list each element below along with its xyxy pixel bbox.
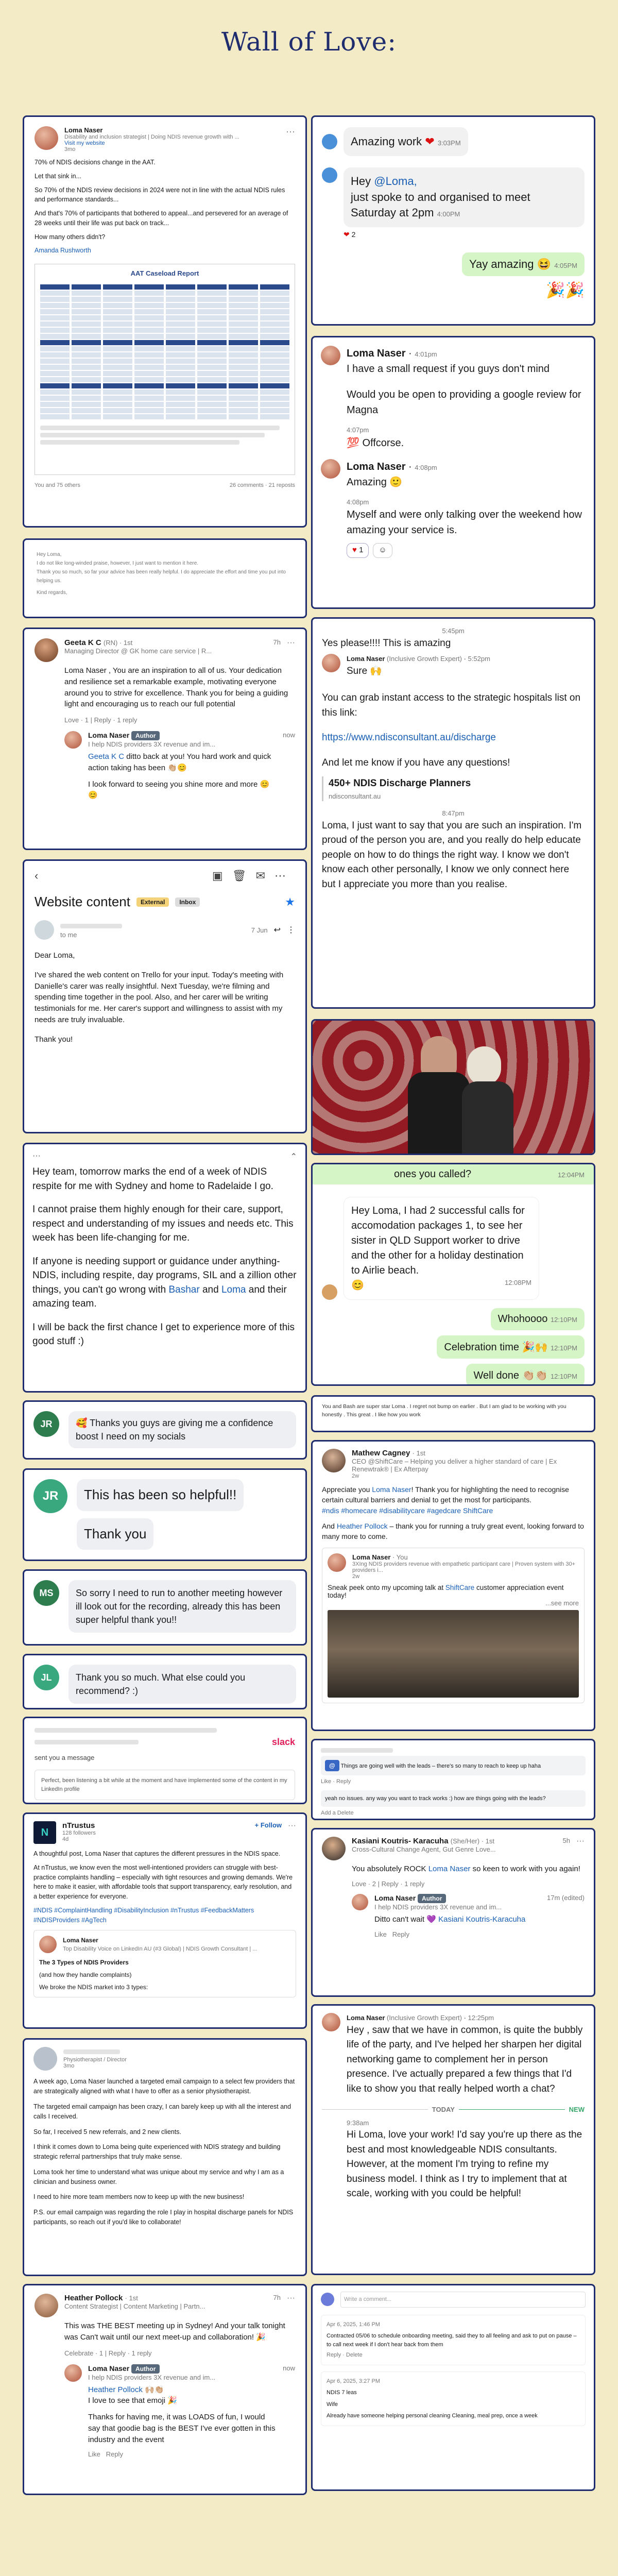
sender-name[interactable]: Loma Naser	[347, 461, 406, 472]
timestamp: 9:38am	[347, 2119, 369, 2127]
sender-name[interactable]: Loma Naser	[347, 2014, 385, 2022]
mention-link[interactable]: Kasiani Koutris-Karacuha	[438, 1914, 526, 1924]
post-age: 3mo	[63, 2063, 75, 2069]
avatar	[321, 346, 340, 365]
chat-message: Hey , saw that we have in common, is quite the bubbly life of the party, and I've helped her sharpen her digital networking game to complement her in person presence. I've actually prepared a few things that I'd like to show you that really helped worth a chat?	[347, 2024, 583, 2094]
comment-text: Loma Naser , You are an inspiration to all of us. Your dedication and resilience set a remarkable example, motivating everyone around you to strive for excellence. Thank you for being a guiding light and encouraging us to reach our full potential	[64, 666, 288, 709]
reply-button[interactable]: Reply	[336, 1778, 351, 1785]
avatar	[322, 1284, 337, 1300]
message-paragraph: If anyone is needing support or guidance under anything-NDIS, including respite, day programs, SIL and a zillion other things, you can't go wrong with Bashar and Loma and their amazing team.	[32, 1256, 297, 1310]
avatar[interactable]	[352, 1894, 368, 1910]
message-line: I do not like long-winded praise, however, I just want to mention it here.	[37, 561, 199, 566]
chat-message: Thank you	[77, 1518, 153, 1550]
sender-name[interactable]: Loma Naser	[347, 655, 385, 663]
party-emoji-icon: 🎉	[256, 2332, 266, 2342]
reply-age: now	[283, 731, 295, 739]
avatar[interactable]	[328, 1553, 346, 1572]
star-icon[interactable]: ★	[285, 895, 295, 908]
avatar[interactable]	[39, 1936, 57, 1953]
avatar[interactable]	[33, 2047, 57, 2071]
external-label: External	[136, 897, 169, 907]
comment-text: You absolutely ROCK Loma Naser so keen to work with you again!	[352, 1865, 580, 1873]
comment-text: This was THE BEST meeting up in Sydney! And your talk tonight was Can't wait until our next meet-up and collaboration! 🎉	[64, 2321, 285, 2342]
reply-text: Ditto can't wait 💜 Kasiani Koutris-Karacuha	[374, 1914, 526, 1924]
person-figure	[408, 1072, 470, 1155]
reply-button[interactable]: Reply	[392, 1930, 409, 1938]
post-paragraph: Appreciate you Loma Naser! Thank you for highlighting the need to recognise certain cultural barriers and denial to get the most for participants.	[322, 1485, 569, 1504]
initials-avatar: MS	[33, 1580, 59, 1606]
chat-successful-calls	[311, 1163, 595, 1386]
note-date: Apr 6, 2025, 1:46 PM	[327, 2321, 380, 2328]
praise-emoji-icon: 👏🏼😊	[167, 763, 187, 772]
message-super-star	[311, 1395, 595, 1432]
post-paragraph: The targeted email campaign has been crazy, I can barely keep up with all the interest and calls I received.	[33, 2103, 291, 2121]
chat-message: Amazing work ❤ 3:03PM	[344, 127, 468, 156]
new-marker: NEW	[569, 2106, 585, 2113]
author-role: Content Strategist | Content Marketing | Partn...	[64, 2302, 205, 2310]
reply-button[interactable]: Reply	[106, 2450, 123, 2459]
more-icon[interactable]: ···	[288, 1821, 296, 1830]
comment-author[interactable]: Kasiani Koutris- Karacuha	[352, 1837, 449, 1845]
reply-author[interactable]: Loma Naser	[88, 731, 130, 739]
mention-link[interactable]: Heather Pollock	[88, 2385, 143, 2394]
timestamp: 8:47pm	[442, 809, 465, 817]
avatar	[322, 2013, 340, 2031]
page-title: Wall of Love:	[221, 27, 397, 57]
post-paragraph: I need to hire more team members now to keep up with the new business!	[33, 2193, 245, 2201]
event-venue-photo	[328, 1610, 579, 1698]
chat-message: You can grab instant access to the strategic hospitals list on this link:	[322, 692, 581, 718]
hashtags[interactable]: #ndis #homecare #disabilitycare #agedcare ShiftCare	[322, 1506, 493, 1515]
note-text: Contracted 05/06 to schedule onboarding meeting, said they to all feeling and ask to put on pause – to call next week if I don't hear back from them	[327, 2333, 577, 2348]
smile-emoji-icon: 🥰	[76, 1418, 88, 1428]
shared-author[interactable]: Loma Naser	[352, 1553, 391, 1562]
linkedin-post-physio	[23, 2038, 307, 2276]
post-author[interactable]: Loma Naser	[64, 126, 103, 134]
hashtags[interactable]: #NDIS #ComplaintHandling #DisabilityInclusion #nTrustus #FeedbackMatters #NDISProviders #AgTech	[33, 1906, 254, 1924]
chat-message: Yay amazing 😆 4:05PM	[462, 252, 585, 276]
timestamp: 5:45pm	[442, 627, 465, 635]
chat-message: Loma, I just want to say that you are such an inspiration. I'm proud of the person you are, and you really do help educate people on how to do things the right way. I know we don't know each other personally, I know we only connect here but I appreciate you more than you realise.	[322, 820, 582, 890]
follow-button[interactable]: + Follow	[254, 1821, 282, 1829]
post-paragraph: P.S. our email campaign was regarding the role I play in hospital discharge panels for NDIS participants, so reach out if you'd like to collaborate!	[33, 2208, 294, 2226]
author-role: Cross-Cultural Change Agent, Gut Genre Love...	[352, 1845, 496, 1853]
mention-link[interactable]: Loma	[221, 1284, 246, 1295]
comments-count[interactable]: 26 comments · 21 reposts	[229, 482, 295, 488]
more-icon[interactable]: ···	[286, 126, 295, 137]
chat-bubbly-referral: Loma Naser (Inclusive Growth Expert) · 12:25pm Hey , saw that we have in common, is quite the bubbly life of the party, and I've helped her sharpen her digital networking game to complement her in person presence. I've actually prepared a few things that I'd like to show you that really helped worth a chat? TODAY NEW 9:38am Hi Loma, love your work! I'd say you're up there as the best and most knowledgeable NDIS consultants. However, at the moment I'm trying to refine my business model. I think as I try to implement that at scale, working with you could be helpful!	[311, 2004, 595, 2275]
slack-logo: slack	[271, 1737, 295, 1747]
avatar[interactable]	[35, 2294, 58, 2317]
chat-card-ms	[23, 1569, 307, 1646]
comment-text: yeah no issues. any way you want to track works :) how are things going with the leads?	[321, 1790, 586, 1807]
heart-icon: 💜	[426, 1914, 436, 1924]
message-paragraph: I cannot praise them highly enough for their care, support, respect and understanding of my issues and needs etc. This week has been life-changing for me.	[32, 1204, 294, 1244]
email-greeting: Dear Loma,	[35, 951, 75, 960]
report-title: AAT Caseload Report	[130, 269, 199, 277]
chat-message: You and Bash are super star Loma . I regret not bump on earlier . But I am glad to be working with you honestly . This great . I like how you work	[322, 1403, 566, 1418]
post-paragraph: And Heather Pollock – thank you for running a truly great event, looking forward to many more to come.	[322, 1521, 584, 1541]
chat-card-jr2	[23, 1468, 307, 1561]
linkedin-post-ntrustus	[23, 1812, 307, 2029]
inbox-label[interactable]: Inbox	[175, 897, 200, 907]
message-line: Hey Loma,	[37, 552, 62, 557]
slack-message[interactable]: Perfect, been listening a bit while at the moment and have implemented some of the content in my LinkedIn profile	[35, 1770, 295, 1800]
shared-text: (and how they handle complaints)	[39, 1971, 132, 1978]
100-emoji-icon: 💯	[347, 437, 359, 449]
comment-thread-leads: @ Things are going well with the leads – there's so many to reach to keep up haha Like · Reply yeah no issues. any way you want to track works :) how are things going with the leads? Add a Delete	[311, 1739, 595, 1820]
linkedin-comment-geeta	[23, 628, 307, 850]
chat-message: Well done 👏🏼👏🏼 12:10PM	[466, 1364, 585, 1386]
initials-avatar: JL	[33, 1665, 59, 1690]
email-recipient[interactable]: to me	[60, 931, 77, 939]
mention-link[interactable]: Loma Naser	[428, 1865, 471, 1873]
more-icon[interactable]: ···	[32, 1151, 41, 1160]
today-divider: TODAY	[432, 2106, 455, 2113]
shared-title: The 3 Types of NDIS Providers	[39, 1958, 129, 1966]
initials-avatar: JR	[33, 1479, 67, 1513]
comment-actions[interactable]: Love · 1 | Reply · 1 reply	[64, 716, 138, 724]
chat-message: Hey Loma, I had 2 successful calls for accomodation packages 1, to see her sister in QLD Support worker to drive and the other for a holiday destination to Airlie beach. 😊 12:08PM	[344, 1197, 539, 1300]
reply-text: Thanks for having me, it was LOADS of fun, I would say that goodie bag is the BEST I've ever gotten in this industry and the event	[88, 2413, 276, 2444]
message-paragraph: Hey team, tomorrow marks the end of a week of NDIS respite for me with Sydney and home to Radelaide I go.	[32, 1166, 273, 1192]
post-paragraph: A thoughtful post, Loma Naser that captures the different pressures in the NDIS space.	[33, 1850, 281, 1857]
chat-message: And let me know if you have any questions!	[322, 757, 510, 768]
comment-input[interactable]: Write a comment...	[340, 2292, 586, 2308]
comment-actions[interactable]: Love · 2 | Reply · 1 reply	[352, 1879, 425, 1888]
laugh-emoji-icon: 😆	[537, 258, 552, 271]
email-subject: Website content	[35, 894, 130, 909]
clap-emoji-icon: 👏🏼👏🏼	[522, 1370, 548, 1381]
like-button[interactable]: Like	[321, 1778, 332, 1785]
person-figure	[462, 1081, 513, 1155]
ntrustus-logo[interactable]: N	[33, 1821, 56, 1844]
post-paragraph: And that's 70% of participants that bothered to appeal...and persevered for an average of 28 weeks until their life was put back on track...	[35, 210, 288, 227]
note-text: Wife	[327, 2401, 338, 2408]
see-more-link[interactable]: ...see more	[545, 1599, 579, 1607]
email-snippet	[23, 538, 307, 618]
slack-label: sent you a message	[35, 1754, 95, 1761]
email-body: I've shared the web content on Trello for your input. Today's meeting with Danielle's carer was really insightful. Next Tuesday, we're filming and spending time together in the pool. Also, and her carer will be writing testimonials for me. Her carer's support and willingness to assist with my needs are truly invaluable.	[35, 970, 284, 1024]
chat-message: Hey @Loma, just spoke to and organised to meet Saturday at 2pm 4:00PM	[344, 167, 585, 227]
mention-link[interactable]: Heather Pollock	[336, 1521, 388, 1530]
email-date: 7 Jun	[251, 926, 268, 934]
post-paragraph: Let that sink in...	[35, 172, 82, 180]
comment-actions[interactable]: Celebrate · 1 | Reply · 1 reply	[64, 2349, 152, 2357]
post-paragraph: Loma took her time to understand what was unique about my service and why I am as a clinician and business owner.	[33, 2168, 284, 2185]
post-paragraph: At nTrustus, we know even the most well-intentioned providers can struggle with best-practice complaints handling – especially with tight resources and growing demands. We're here to make it easier, with affordable tools that support transparency, early resolution, and a better experience for everyone.	[33, 1863, 293, 1900]
chat-amazing-work	[311, 115, 595, 326]
note-text: Already have someone helping personal cleaning Cleaning, meal prep, once a week	[327, 2413, 538, 2419]
party-emoji-icon: 🎉🙌	[522, 1342, 548, 1353]
reply-role: I help NDIS providers 3X revenue and im...	[88, 2373, 216, 2381]
collapse-icon[interactable]: ⌃	[290, 1153, 297, 1161]
crm-notes	[311, 2284, 595, 2491]
reply-author[interactable]: Loma Naser	[374, 1893, 416, 1902]
message-respite	[23, 1143, 307, 1393]
report-table	[35, 264, 295, 475]
post-paragraph: So 70% of the NDIS review decisions in 2024 were not in line with the actual NDIS rules and performance standards...	[35, 186, 285, 204]
more-icon[interactable]: ···	[576, 1837, 585, 1845]
email-toolbar	[212, 869, 295, 883]
reply-age: now	[283, 2364, 295, 2372]
website-link[interactable]: Visit my website	[64, 140, 105, 146]
timestamp: 4:08pm	[347, 498, 369, 506]
chat-message: Sure 🙌	[347, 665, 383, 676]
comment-author[interactable]: Geeta K C	[64, 638, 101, 647]
reply-text: I look forward to seeing you shine more and more	[88, 779, 258, 789]
shared-text: Sneak peek onto my upcoming talk at ShiftCare customer appreciation event today!	[328, 1584, 564, 1600]
chat-message: Would you be open to providing a google review for Magna	[347, 389, 581, 416]
email-signoff: Thank you!	[35, 1035, 73, 1044]
org-followers: 128 followers	[62, 1830, 96, 1836]
more-icon[interactable]: ···	[287, 638, 295, 647]
chat-message: So sorry I need to run to another meeting however ill look out for the recording, already this has been super helpful thank you!!	[68, 1580, 296, 1633]
chat-discharge-link: 5:45pm Yes please!!!! This is amazing Loma Naser (Inclusive Growth Expert) · 5:52pm Sure 🙌 You can grab instant access to the strategic hospitals list on this link: https://www.ndisconsultant.au/discharge And let me know if you have any questions! 450+ NDIS Discharge Planners ndisconsultant.au 8:47pm Loma, I just want to say that you are such an inspiration. I'm proud of the person you are, and you really do help educate people on how to do things the right way. I know we don't know each other personally, I know we only connect here but I appreciate you more than you realise.	[311, 617, 595, 1009]
post-paragraph: 70% of NDIS decisions change in the AAT.	[35, 159, 156, 166]
email-website-content	[23, 859, 307, 1133]
smile-emoji-icon: 😊😊	[88, 779, 270, 800]
note-date: Apr 6, 2025, 3:27 PM	[327, 2378, 380, 2384]
author-role: CEO @ShiftCare – Helping you deliver a higher standard of care | Ex Renewtrak® | Ex Afterpay	[352, 1458, 557, 1473]
reply-role: I help NDIS providers 3X revenue and im...	[88, 740, 216, 748]
avatar	[322, 654, 340, 672]
chat-message: Myself and were only talking over the weekend how amazing your service is.	[347, 509, 582, 536]
connection-badge: · 1st	[125, 2294, 138, 2302]
party-emoji-icon: 🎉	[167, 2396, 177, 2405]
avatar[interactable]	[64, 2364, 82, 2382]
post-paragraph: So far, I received 5 new referrals, and 2 new clients.	[33, 2128, 181, 2136]
author-role: Physiotherapist / Director	[63, 2057, 127, 2063]
sender-name[interactable]: Loma Naser	[347, 348, 406, 359]
chat-card-jr1	[23, 1400, 307, 1460]
back-arrow-icon[interactable]: ‹	[35, 869, 39, 882]
comment-age: 7h	[273, 2294, 281, 2301]
chat-message: Thank you so much. What else could you recommend? :)	[68, 1665, 296, 1704]
author-badge: Author	[131, 2364, 160, 2374]
person-figure	[467, 1046, 501, 1086]
reply-text: I love to see that emoji	[88, 2396, 166, 2405]
add-reaction-icon[interactable]: ☺	[373, 543, 392, 558]
message-paragraph: I will be back the first chance I get to experience more of this good stuff :)	[32, 1321, 295, 1347]
avatar[interactable]	[322, 1449, 346, 1472]
more-icon[interactable]: ···	[287, 2294, 295, 2302]
post-paragraph: How many others didn't?	[35, 233, 106, 241]
post-age: 3mo	[64, 146, 76, 152]
author-role: Managing Director @ GK home care service | R...	[64, 647, 212, 655]
chat-message: 🥰 Thanks you guys are giving me a confidence boost I need on my socials	[68, 1411, 296, 1448]
avatar	[322, 134, 337, 149]
chat-google-review: Loma Naser · 4:01pm I have a small request if you guys don't mind Would you be open to providing a google review for Magna 4:07pm 💯 Offcorse. Loma Naser · 4:08pm Amazing 🙂 4:08pm Myself and were only talking over the weekend how amazing your service is. ♥ 1 ☺	[311, 336, 595, 609]
org-name[interactable]: nTrustus	[62, 1821, 95, 1830]
message-line: Thank you so much, so far your advice has been really helpful. I do appreciate the effort and time you put into helping us.	[37, 569, 286, 584]
chat-message: Hi Loma, love your work! I'd say you're up there as the best and most knowledgeable NDIS consultants. However, at the moment I'm trying to refine my business model. I think as I try to implement that at scale, working with you could be helpful!	[347, 2129, 582, 2199]
linkedin-comment-heather	[23, 2284, 307, 2495]
mention-link[interactable]: Bashar	[168, 1284, 200, 1295]
chat-message: Whohoooo 12:10PM	[491, 1308, 585, 1330]
post-age: 2w	[352, 1473, 359, 1479]
mention-link[interactable]: Loma Naser	[372, 1485, 411, 1494]
chat-message: This has been so helpful!!	[77, 1479, 244, 1511]
comment-author[interactable]: Heather Pollock	[64, 2294, 123, 2302]
shared-author[interactable]: Loma Naser	[63, 1937, 98, 1944]
note-text: NDIS 7 leas	[327, 2389, 357, 2396]
celebrate-emoji-icon: 🙌🏼👏🏼	[145, 2385, 164, 2394]
like-button[interactable]: Like	[88, 2450, 100, 2459]
chat-message: I have a small request if you guys don't mind	[347, 363, 550, 375]
tagged-person[interactable]: Amanda Rushworth	[35, 247, 91, 255]
reactions-count[interactable]: You and 75 others	[35, 482, 80, 488]
reply-author[interactable]: Loma Naser	[88, 2364, 130, 2372]
chat-message: Yes please!!!! This is amazing	[322, 637, 451, 649]
discharge-link[interactable]: https://www.ndisconsultant.au/discharge	[322, 732, 496, 743]
linkedin-post-shiftcare: Mathew Cagney · 1st CEO @ShiftCare – Helping you deliver a higher standard of care | Ex Renewtrak® | Ex Afterpay 2w Appreciate you Loma Naser! Thank you for highlighting the need to recognise certain cultural barriers and denial to get the most for participants. #ndis #homecare #disabilitycare #agedcare ShiftCare And Heather Pollock – thank you for running a truly great event, looking forward to many more to come. Loma Naser · You 3XIng NDIS providers revenue with empathetic participant care | Proven system with 30+ providers i... 2w Sneak peek onto my upcoming talk at ShiftCare customer appreciation event today! ...see more	[311, 1440, 595, 1731]
delete-icon[interactable]: 🗑	[232, 869, 256, 882]
like-button[interactable]: Like	[374, 1930, 387, 1938]
reaction-count[interactable]: ❤ 2	[344, 230, 356, 239]
note-actions[interactable]: Reply · Delete	[327, 2352, 363, 2358]
heart-icon: ❤	[425, 135, 435, 148]
timestamp: 4:07pm	[347, 426, 369, 434]
party-emoji-icon: 🎉🎉	[546, 282, 585, 299]
avatar	[321, 2293, 334, 2306]
slack-notification	[23, 1717, 307, 1804]
post-paragraph: A week ago, Loma Naser launched a targeted email campaign to a select few providers that are strategically aligned with what I have to offer as a senior physiotherapist.	[33, 2078, 295, 2095]
linkedin-post-aat	[23, 115, 307, 528]
mention-link[interactable]: Geeta K C	[88, 752, 125, 761]
chat-message: ones you called? 12:04PM	[313, 1164, 594, 1184]
person-figure	[421, 1036, 457, 1077]
avatar[interactable]	[35, 638, 58, 662]
chat-message: Celebration time 🎉🙌 12:10PM	[437, 1335, 585, 1359]
comment-actions[interactable]: Add a Delete	[321, 1810, 354, 1816]
avatar[interactable]	[64, 731, 82, 749]
shared-role: 3XIng NDIS providers revenue with empathetic participant care | Proven system with 30+ providers i...	[352, 1561, 575, 1574]
avatar[interactable]	[322, 1837, 346, 1860]
avatar	[321, 459, 340, 479]
mail-icon[interactable]: ✉	[255, 869, 274, 882]
mention-chip[interactable]: @	[325, 1760, 339, 1771]
author-badge: Author	[131, 731, 160, 740]
chat-message: Amazing 🙂	[347, 476, 403, 488]
connection-badge: (RN) · 1st	[103, 639, 133, 647]
avatar	[322, 167, 337, 183]
archive-icon[interactable]: ▣	[212, 869, 232, 882]
avatar[interactable]	[35, 920, 54, 940]
comment-age: 7h	[273, 638, 281, 646]
linkedin-comment-kasiani: Kasiani Koutris- Karacuha (She/Her) · 1st Cross-Cultural Change Agent, Gut Genre Love... 5h ··· You absolutely ROCK Loma Naser so keen to work with you again! Love · 2 | Reply · 1 reply Loma Naser Author I help NDIS providers 3X revenue and im... Ditto can't wait 💜 Kasiani Koutris-Karacuha Like Reply 17m (edited)	[311, 1828, 595, 1997]
shared-role: Top Disability Voice on LinkedIn AU (#3 Global) | NDIS Growth Consultant | ...	[63, 1946, 258, 1953]
comment-author[interactable]: Mathew Cagney	[352, 1449, 410, 1458]
post-meta: Disability and inclusion strategist | Doing NDIS revenue growth with ...	[64, 134, 239, 140]
chat-message: 💯 Offcorse.	[347, 437, 404, 449]
post-age: 4d	[62, 1836, 69, 1842]
initials-avatar: JR	[33, 1411, 59, 1437]
message-line: Kind regards,	[37, 590, 67, 596]
shared-text: We broke the NDIS market into 3 types:	[39, 1983, 148, 1991]
link-preview-card[interactable]: 450+ NDIS Discharge Planners ndisconsultant.au	[322, 776, 585, 801]
event-photo	[311, 1019, 595, 1155]
comment-text: Things are going well with the leads – there's so many to reach to keep up haha	[340, 1763, 541, 1769]
reply-icon[interactable]: ↩	[273, 926, 281, 935]
avatar[interactable]	[35, 126, 58, 150]
reply-text: ditto back at you! You hard work and quick action taking has been	[88, 752, 271, 772]
more-icon[interactable]: ⋯	[274, 869, 295, 882]
reaction-pill[interactable]: ♥ 1	[347, 543, 369, 558]
more-icon[interactable]: ⋮	[287, 926, 295, 935]
post-paragraph: I think it comes down to Loma being quite experienced with NDIS strategy and building strategic referral partnerships that truly make sense.	[33, 2143, 281, 2161]
chat-card-jl	[23, 1654, 307, 1709]
